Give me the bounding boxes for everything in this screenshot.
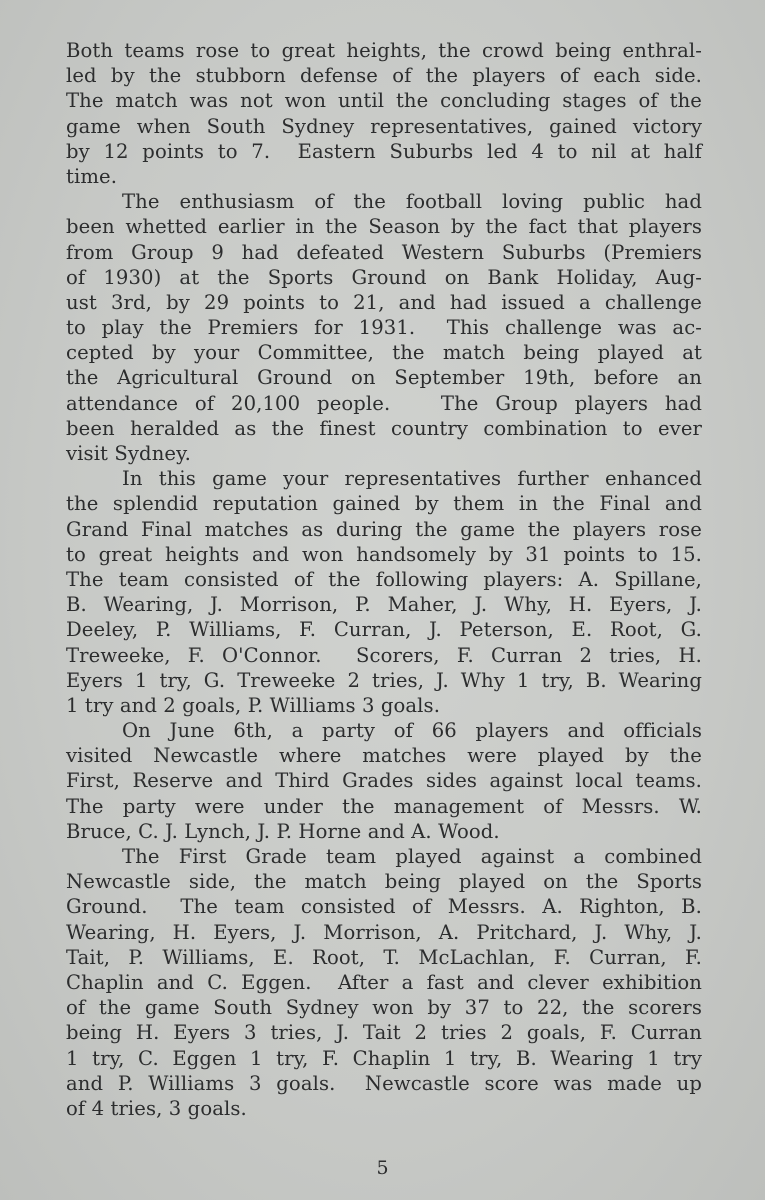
text-line: by 12 points to 7. Eastern Suburbs led 4 to nil at half <box>66 139 702 163</box>
text-line: Tait, P. Williams, E. Root, T. McLachlan, F. Curran, F. <box>66 945 702 969</box>
text-line: visit Sydney. <box>66 442 192 465</box>
text-line: The team consisted of the following players: A. Spillane, <box>66 567 702 591</box>
text-line: and P. Williams 3 goals. Newcastle score was made up <box>66 1071 702 1095</box>
text-line: been whetted earlier in the Season by the fact that players <box>66 215 702 239</box>
text-line: of 1930) at the Sports Ground on Bank Holiday, Aug- <box>66 265 702 289</box>
text-line: The First Grade team played against a combined <box>122 845 702 868</box>
text-line: led by the stubborn defense of the players of each side. <box>66 64 702 88</box>
text-line: Treweeke, F. O'Connor. Scorers, F. Curran 2 tries, H. <box>66 643 702 667</box>
text-line: Eyers 1 try, G. Treweeke 2 tries, J. Why 1 try, B. Wearing <box>66 668 702 692</box>
text-line: of the game South Sydney won by 37 to 22, the scorers <box>66 996 702 1020</box>
text-line: being H. Eyers 3 tries, J. Tait 2 tries 2 goals, F. Curran <box>66 1021 702 1045</box>
text-line: of 4 tries, 3 goals. <box>66 1096 247 1120</box>
page-number: 5 <box>376 1157 389 1179</box>
text-line: The match was not won until the concluding stages of the <box>66 89 702 113</box>
text-line: attendance of 20,100 people. The Group players had <box>66 391 702 415</box>
text-line: On June 6th, a party of 66 players and officials <box>122 719 702 743</box>
text-line: from Group 9 had defeated Western Suburbs (Premiers <box>66 240 702 264</box>
text-line: been heralded as the finest country combination to ever <box>66 416 702 440</box>
text-line: to great heights and won handsomely by 31 points to 15. <box>66 542 702 566</box>
body-text <box>66 38 702 1121</box>
text-line: visited Newcastle where matches were played by the <box>66 744 702 768</box>
text-line: cepted by your Committee, the match being played at <box>66 341 702 365</box>
text-line: B. Wearing, J. Morrison, P. Maher, J. Why, H. Eyers, J. <box>66 593 702 617</box>
text-line: Bruce, C. J. Lynch, J. P. Horne and A. Wood. <box>66 819 500 843</box>
text-line: Grand Final matches as during the game the players rose <box>66 517 702 541</box>
text-line: The enthusiasm of the football loving public had <box>122 190 702 214</box>
text-line: ust 3rd, by 29 points to 21, and had issued a challenge <box>66 290 702 314</box>
text-line: 1 try, C. Eggen 1 try, F. Chaplin 1 try, B. Wearing 1 try <box>66 1046 702 1070</box>
text-line: The party were under the management of Messrs. W. <box>66 794 702 818</box>
text-line: Deeley, P. Williams, F. Curran, J. Peterson, E. Root, G. <box>66 618 702 642</box>
text-line: the splendid reputation gained by them in the Final and <box>66 492 702 516</box>
text-line: Chaplin and C. Eggen. After a fast and clever exhibition <box>66 970 702 994</box>
text-line: the Agricultural Ground on September 19th, before an <box>66 366 702 390</box>
text-line: to play the Premiers for 1931. This challenge was ac- <box>66 316 702 340</box>
text-line: 1 try and 2 goals, P. Williams 3 goals. <box>66 693 441 717</box>
text-line: Both teams rose to great heights, the crowd being enthral- <box>66 39 702 62</box>
text-line: Newcastle side, the match being played on the Sports <box>66 870 702 894</box>
text-line: time. <box>66 164 118 188</box>
text-line: Ground. The team consisted of Messrs. A. Righton, B. <box>66 895 702 919</box>
text-line: Wearing, H. Eyers, J. Morrison, A. Pritchard, J. Why, J. <box>66 920 702 944</box>
text-line: game when South Sydney representatives, gained victory <box>66 114 702 138</box>
text-line: In this game your representatives further enhanced <box>122 467 702 491</box>
text-line: First, Reserve and Third Grades sides against local teams. <box>66 769 702 793</box>
